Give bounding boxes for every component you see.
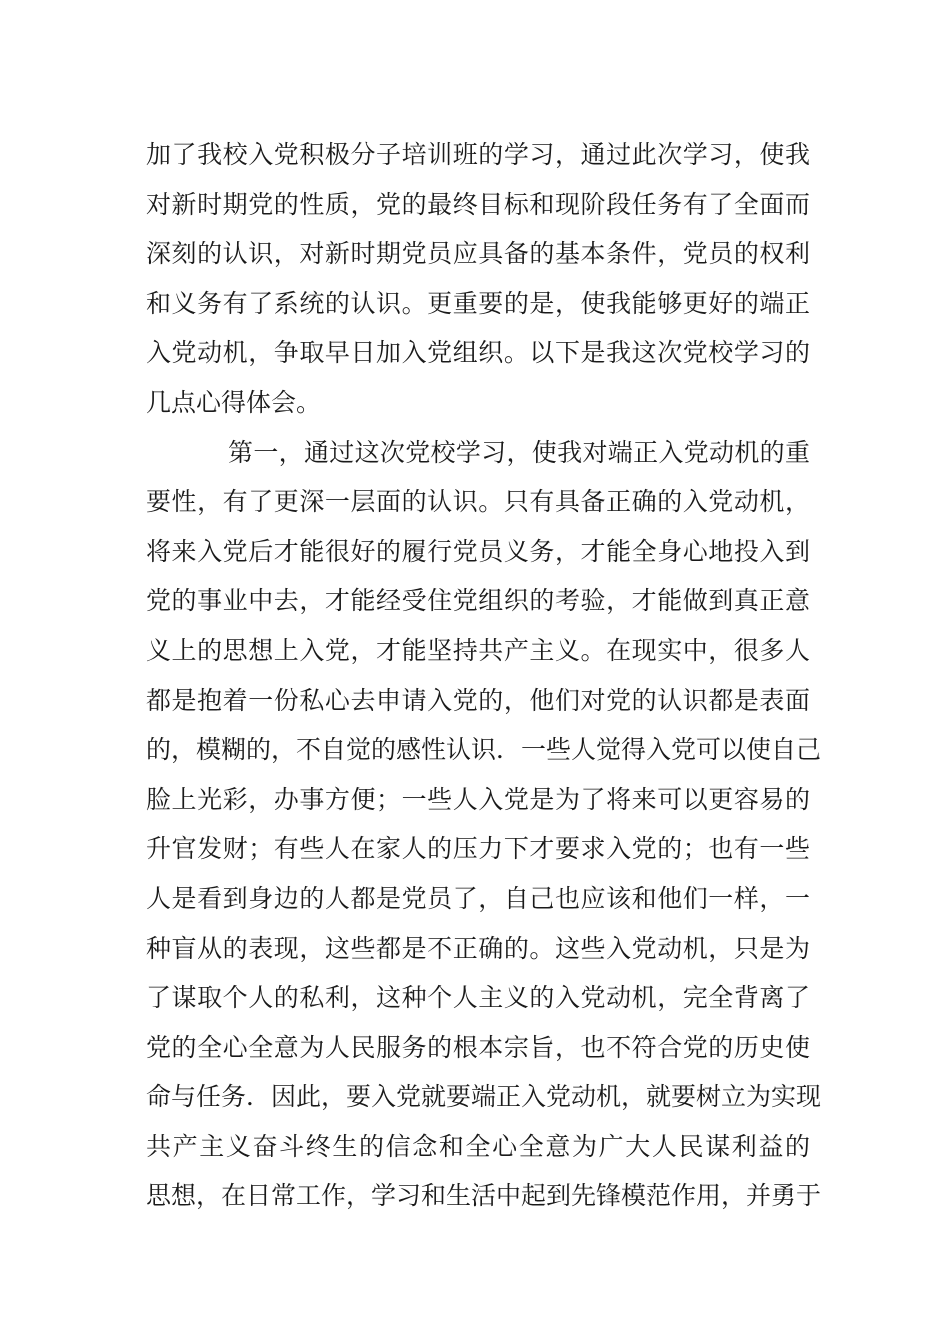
text-line: 人是看到身边的人都是党员了，自己也应该和他们一样，一	[146, 883, 810, 913]
text-line: 入党动机，争取早日加入党组织。以下是我这次党校学习的	[146, 338, 810, 368]
text-line: 要性，有了更深一层面的认识。只有具备正确的入党动机，	[146, 487, 810, 517]
paragraph-1	[146, 130, 810, 428]
text-line: 几点心得体会。	[146, 387, 322, 417]
text-line: 脸上光彩，办事方便；一些人入党是为了将来可以更容易的	[146, 784, 810, 814]
body-text	[146, 130, 822, 1221]
text-line: 思想，在日常工作，学习和生活中起到先锋模范作用，并勇于	[146, 1181, 822, 1211]
text-line: 和义务有了系统的认识。更重要的是，使我能够更好的端正	[146, 288, 810, 318]
text-line: 深刻的认识，对新时期党员应具备的基本条件，党员的权利	[146, 239, 810, 269]
text-line: 对新时期党的性质，党的最终目标和现阶段任务有了全面而	[146, 189, 810, 219]
text-line: 升官发财；有些人在家人的压力下才要求入党的；也有一些	[146, 834, 810, 864]
text-line: 加了我校入党积极分子培训班的学习，通过此次学习，使我	[146, 140, 810, 169]
text-line: 党的全心全意为人民服务的根本宗旨，也不符合党的历史使	[146, 1032, 810, 1062]
text-line: 将来入党后才能很好的履行党员义务，才能全身心地投入到	[146, 536, 810, 566]
text-line: 的，模糊的，不自觉的感性认识．一些人觉得入党可以使自己	[146, 735, 822, 765]
text-line: 了谋取个人的私利，这种个人主义的入党动机，完全背离了	[146, 983, 810, 1013]
paragraph-2	[146, 428, 822, 1222]
text-line: 种盲从的表现，这些都是不正确的。这些入党动机，只是为	[146, 933, 810, 963]
text-line: 党的事业中去，才能经受住党组织的考验，才能做到真正意	[146, 586, 810, 616]
text-line: 第一，通过这次党校学习，使我对端正入党动机的重	[228, 437, 810, 467]
text-line: 共产主义奋斗终生的信念和全心全意为广大人民谋利益的	[146, 1131, 810, 1161]
text-line: 都是抱着一份私心去申请入党的，他们对党的认识都是表面	[146, 685, 810, 715]
text-line: 义上的思想上入党，才能坚持共产主义。在现实中，很多人	[146, 635, 810, 665]
text-line: 命与任务．因此，要入党就要端正入党动机，就要树立为实现	[146, 1082, 822, 1112]
